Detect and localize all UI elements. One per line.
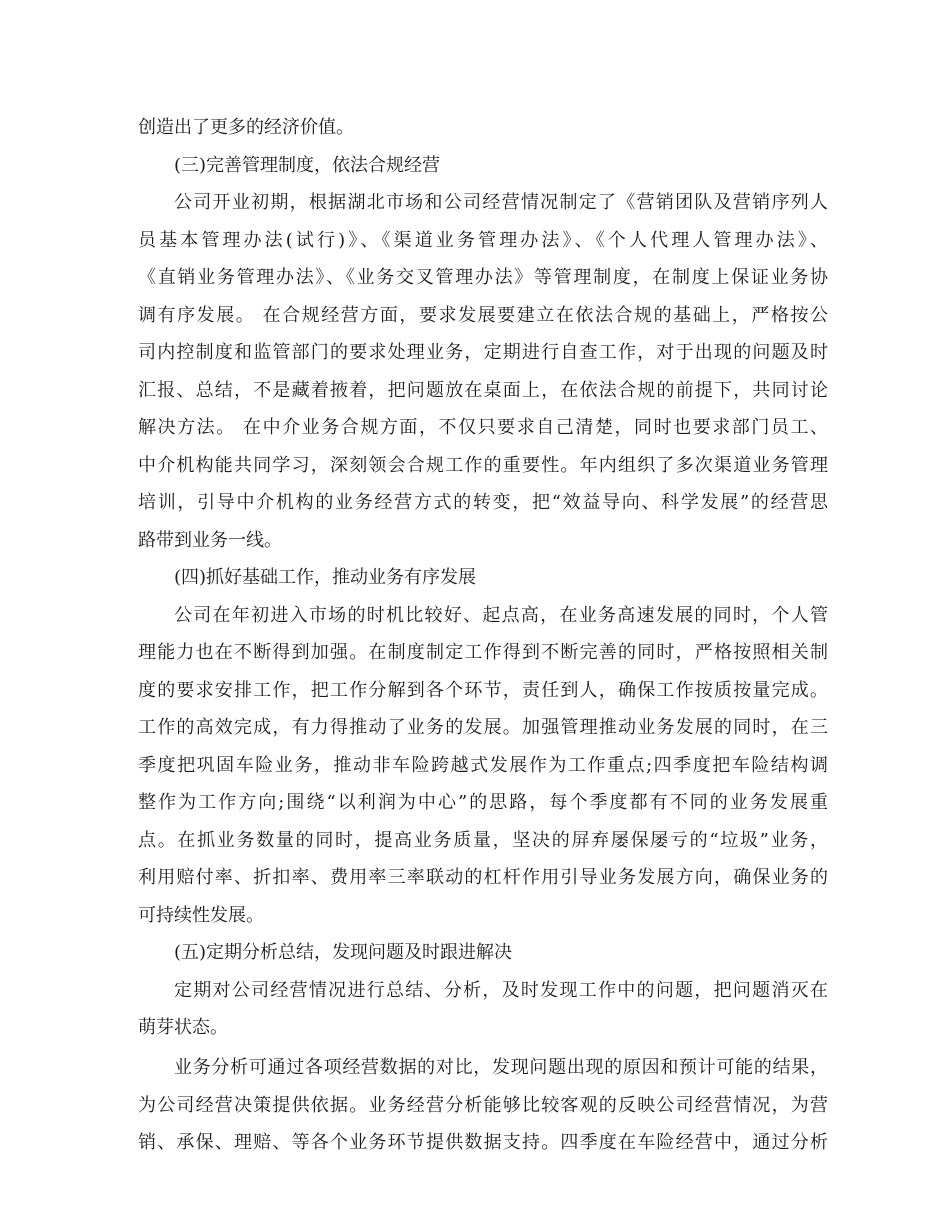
section-heading-4: (四)抓好基础工作，推动业务有序发展 <box>174 567 477 588</box>
paragraph-line: 司内控制度和监管部门的要求处理业务，定期进行自查工作，对于出现的问题及时 <box>138 342 828 363</box>
paragraph-line: 整作为工作方向;围绕“以利润为中心”的思路，每个季度都有不同的业务发展重 <box>138 792 828 813</box>
paragraph-line: 利用赔付率、折扣率、费用率三率联动的杠杆作用引导业务发展方向，确保业务的 <box>138 867 828 888</box>
paragraph-line: 度的要求安排工作，把工作分解到各个环节，责任到人，确保工作按质按量完成。 <box>138 680 828 701</box>
paragraph-line: 汇报、总结，不是藏着掖着，把问题放在桌面上，在依法合规的前提下，共同讨论 <box>138 380 828 401</box>
paragraph-line: 中介机构能共同学习，深刻领会合规工作的重要性。年内组织了多次渠道业务管理 <box>138 455 828 476</box>
paragraph-line-last: 可持续性发展。 <box>138 905 264 926</box>
paragraph-line: 培训，引导中介机构的业务经营方式的转变，把“效益导向、科学发展”的经营思 <box>138 492 828 513</box>
section-heading-5: (五)定期分析总结，发现问题及时跟进解决 <box>174 942 513 963</box>
paragraph-line: 调有序发展。 在合规经营方面，要求发展要建立在依法合规的基础上，严格按公 <box>138 305 828 326</box>
paragraph-line-last: 萌芽状态。 <box>138 1017 228 1038</box>
paragraph-line: 为公司经营决策提供依据。业务经营分析能够比较客观的反映公司经营情况，为营 <box>138 1095 828 1116</box>
paragraph-line: 定期对公司经营情况进行总结、分析，及时发现工作中的问题，把问题消灭在 <box>174 980 828 1001</box>
section-heading-3: (三)完善管理制度，依法合规经营 <box>174 155 441 176</box>
paragraph-line: 《直销业务管理办法》、《业务交叉管理办法》等管理制度，在制度上保证业务协 <box>138 267 828 288</box>
paragraph-line: 员基本管理办法(试行)》、《渠道业务管理办法》、《个人代理人管理办法》、 <box>138 230 828 251</box>
paragraph-line: 理能力也在不断得到加强。在制度制定工作得到不断完善的同时，严格按照相关制 <box>138 642 828 663</box>
paragraph-line: 点。在抓业务数量的同时，提高业务质量，坚决的屏弃屡保屡亏的“垃圾”业务， <box>138 830 828 851</box>
paragraph-line: 公司开业初期，根据湖北市场和公司经营情况制定了《营销团队及营销序列人 <box>174 192 828 213</box>
paragraph-line: 销、承保、理赔、等各个业务环节提供数据支持。四季度在车险经营中，通过分析 <box>138 1132 828 1153</box>
paragraph-line: 业务分析可通过各项经营数据的对比，发现问题出现的原因和预计可能的结果， <box>174 1057 828 1078</box>
paragraph-line: 解决方法。 在中介业务合规方面，不仅只要求自己清楚，同时也要求部门员工、 <box>138 417 828 438</box>
paragraph-continuation: 创造出了更多的经济价值。 <box>138 117 354 138</box>
paragraph-line-last: 路带到业务一线。 <box>138 530 282 551</box>
paragraph-line: 工作的高效完成，有力得推动了业务的发展。加强管理推动业务发展的同时，在三 <box>138 717 828 738</box>
paragraph-line: 公司在年初进入市场的时机比较好、起点高，在业务高速发展的同时，个人管 <box>174 605 828 626</box>
paragraph-line: 季度把巩固车险业务，推动非车险跨越式发展作为工作重点;四季度把车险结构调 <box>138 755 828 776</box>
